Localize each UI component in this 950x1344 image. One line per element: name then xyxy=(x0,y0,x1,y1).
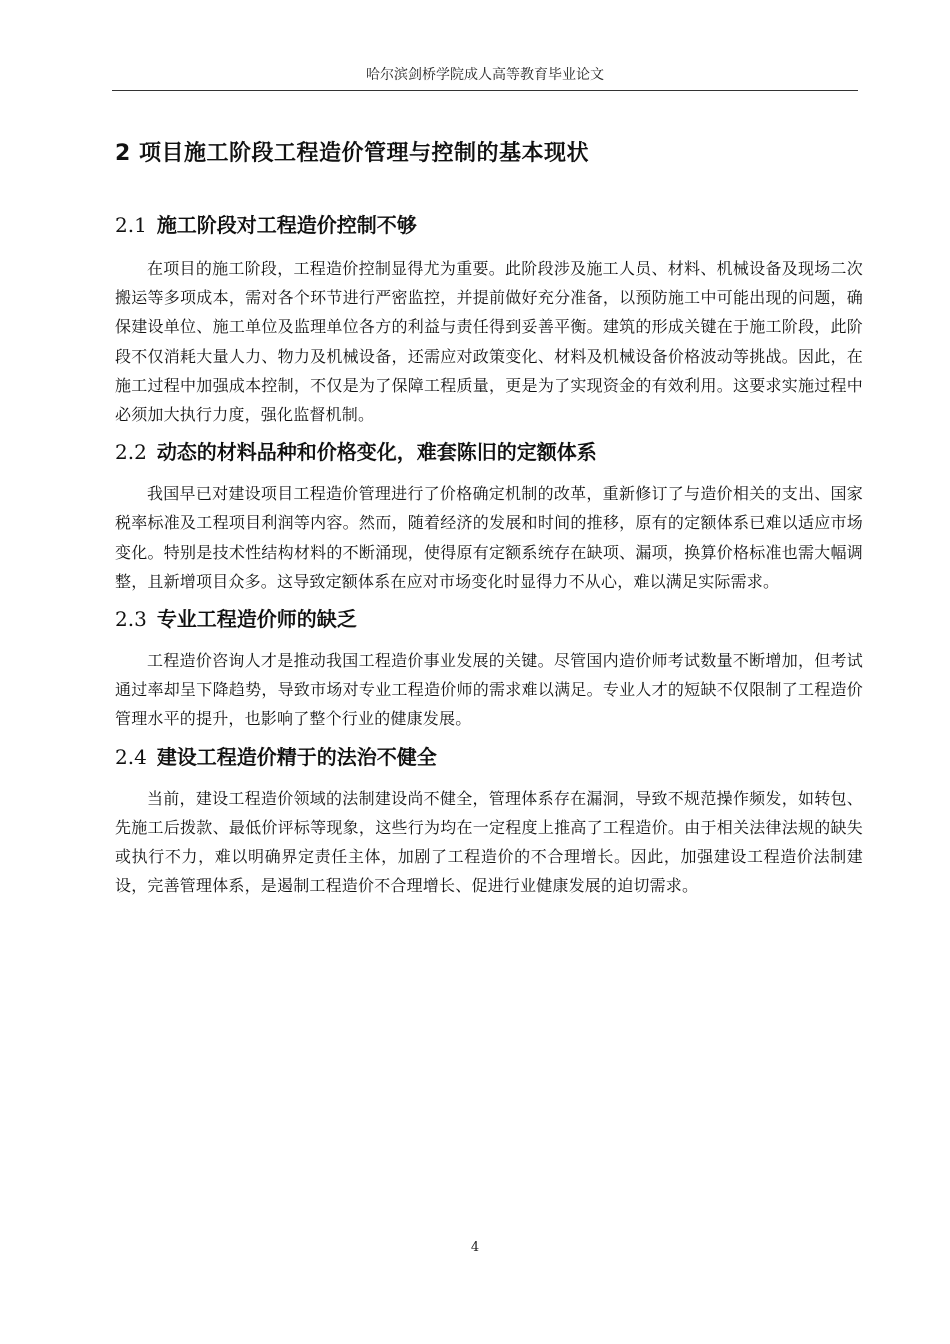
section-title: 动态的材料品种和价格变化，难套陈旧的定额体系 xyxy=(156,440,597,465)
section-heading xyxy=(115,210,863,240)
chapter-title: 2 项目施工阶段工程造价管理与控制的基本现状 xyxy=(115,141,589,166)
section-2-2 xyxy=(115,437,863,596)
section-paragraph: 在项目的施工阶段，工程造价控制显得尤为重要。此阶段涉及施工人员、材料、机械设备及现场二次搬运等多项成本，需对各个环节进行严密监控，并提前做好充分准备，以预防施工中可能出现的问题，确保建设单位、施工单位及监理单位各方的利益与责任得到妥善平衡。建筑的形成关键在于施工阶段，此阶段不仅消耗大量人力、物力及机械设备，还需应对政策变化、材料及机械设备价格波动等挑战。因此，在施工过程中加强成本控制，不仅是为了保障工程质量，更是为了实现资金的有效利用。这要求实施过程中必须加大执行力度，强化监督机制。 xyxy=(115,259,863,425)
section-title: 施工阶段对工程造价控制不够 xyxy=(156,213,417,237)
page-header xyxy=(112,64,858,91)
section-heading xyxy=(115,742,863,772)
section-number: 2.4 xyxy=(115,744,147,769)
header-title: 哈尔滨剑桥学院成人高等教育毕业论文 xyxy=(366,67,604,83)
section-2-3 xyxy=(115,604,863,734)
section-2-1 xyxy=(115,210,863,429)
section-paragraph: 工程造价咨询人才是推动我国工程造价事业发展的关键。尽管国内造价师考试数量不断增加，但考试通过率却呈下降趋势，导致市场对专业工程造价师的需求难以满足。专业人才的短缺不仅限制了工程造价管理水平的提升，也影响了整个行业的健康发展。 xyxy=(115,651,863,729)
section-paragraph: 当前，建设工程造价领域的法制建设尚不健全，管理体系存在漏洞，导致不规范操作频发，如转包、先施工后拨款、最低价评标等现象，这些行为均在一定程度上推高了工程造价。由于相关法律法规的缺失或执行不力，难以明确界定责任主体，加剧了工程造价的不合理增长。因此，加强建设工程造价法制建设，完善管理体系，是遏制工程造价不合理增长、促进行业健康发展的迫切需求。 xyxy=(115,788,863,896)
section-2-4 xyxy=(115,742,863,901)
section-title: 建设工程造价精于的法治不健全 xyxy=(156,744,437,769)
section-number: 2.1 xyxy=(115,213,147,237)
section-number: 2.3 xyxy=(115,607,147,632)
section-heading xyxy=(115,437,863,467)
section-title: 专业工程造价师的缺乏 xyxy=(156,607,357,632)
document-body xyxy=(115,136,863,908)
section-number: 2.2 xyxy=(115,440,147,465)
section-paragraph: 我国早已对建设项目工程造价管理进行了价格确定机制的改革，重新修订了与造价相关的支出、国家税率标准及工程项目利润等内容。然而，随着经济的发展和时间的推移，原有的定额体系已难以适应市场变化。特别是技术性结构材料的不断涌现，使得原有定额系统存在缺项、漏项，换算价格标准也需大幅调整，且新增项目众多。这导致定额体系在应对市场变化时显得力不从心，难以满足实际需求。 xyxy=(115,484,863,591)
section-heading xyxy=(115,604,863,634)
page-number: 4 xyxy=(470,1240,480,1255)
